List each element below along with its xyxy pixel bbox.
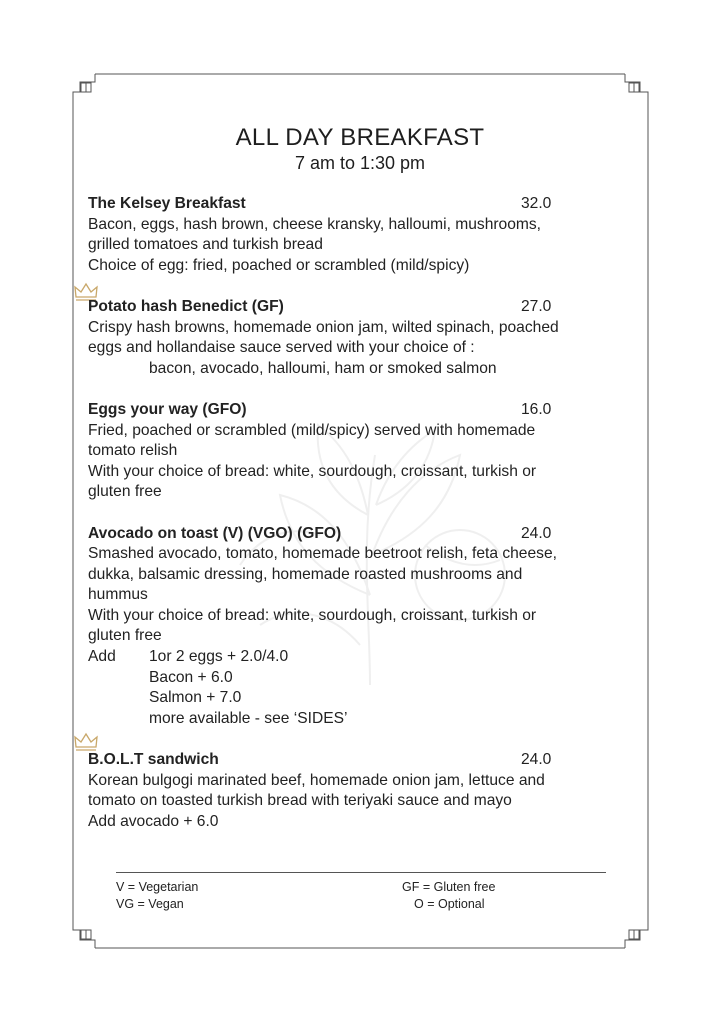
page-title: ALL DAY BREAKFAST — [235, 124, 485, 151]
item-price: 27.0 — [521, 297, 552, 315]
item-header — [88, 194, 623, 215]
item-description: With your choice of bread: white, sourdough, croissant, turkish or — [88, 462, 537, 480]
add-on-option: Salmon + 7.0 — [149, 689, 242, 707]
add-on-row — [88, 647, 623, 668]
item-description: With your choice of bread: white, sourdough, croissant, turkish or — [88, 606, 537, 624]
item-description: tomato relish — [88, 442, 178, 460]
item-name: B.O.L.T sandwich — [88, 751, 219, 769]
legend-divider — [116, 872, 606, 873]
item-description: Add avocado + 6.0 — [88, 812, 219, 830]
item-name: Avocado on toast (V) (VGO) (GFO) — [88, 524, 342, 542]
item-description: gluten free — [88, 627, 162, 645]
item-description: tomato on toasted turkish bread with teriyaki sauce and mayo — [88, 792, 512, 810]
menu-item — [88, 400, 623, 503]
item-header — [88, 400, 623, 421]
item-price: 24.0 — [521, 524, 552, 542]
item-price: 16.0 — [521, 400, 552, 418]
menu-item — [88, 750, 623, 832]
menu-item — [88, 297, 623, 379]
item-description: Korean bulgogi marinated beef, homemade onion jam, lettuce and — [88, 771, 545, 789]
item-description: gluten free — [88, 483, 162, 501]
item-price: 24.0 — [521, 751, 552, 769]
opening-hours: 7 am to 1:30 pm — [294, 153, 426, 173]
item-description: dukka, balsamic dressing, homemade roasted mushrooms and — [88, 565, 523, 583]
item-name: Potato hash Benedict (GF) — [88, 297, 284, 315]
item-description: Choice of egg: fried, poached or scrambled (mild/spicy) — [88, 256, 470, 274]
item-description: Smashed avocado, tomato, homemade beetroot relish, feta cheese, — [88, 545, 557, 563]
menu-item — [88, 524, 623, 730]
item-price: 32.0 — [521, 195, 552, 212]
item-header — [88, 750, 623, 771]
item-name: Eggs your way (GFO) — [88, 400, 247, 418]
add-on-option: 1or 2 eggs + 2.0/4.0 — [149, 648, 289, 666]
item-description: grilled tomatoes and turkish bread — [88, 236, 323, 254]
item-header — [88, 524, 623, 545]
item-description: Bacon, eggs, hash brown, cheese kransky, halloumi, mushrooms, — [88, 215, 542, 233]
add-on-option: Bacon + 6.0 — [149, 668, 233, 686]
item-options: bacon, avocado, halloumi, ham or smoked salmon — [149, 359, 497, 377]
legend-optional: O = Optional — [414, 897, 485, 911]
legend-vegan: VG = Vegan — [116, 897, 184, 911]
add-label: Add — [88, 648, 116, 666]
item-header — [88, 297, 623, 318]
legend-vegetarian: V = Vegetarian — [116, 880, 199, 894]
item-description: hummus — [88, 586, 148, 604]
item-description: Crispy hash browns, homemade onion jam, wilted spinach, poached — [88, 318, 559, 336]
menu-item — [88, 194, 623, 276]
menu-items — [88, 194, 623, 853]
add-on-option: more available - see ‘SIDES’ — [149, 709, 348, 727]
item-name: The Kelsey Breakfast — [88, 195, 246, 212]
legend-gluten-free: GF = Gluten free — [402, 880, 496, 894]
item-description: Fried, poached or scrambled (mild/spicy) served with homemade — [88, 421, 536, 439]
item-description: eggs and hollandaise sauce served with your choice of : — [88, 339, 475, 357]
